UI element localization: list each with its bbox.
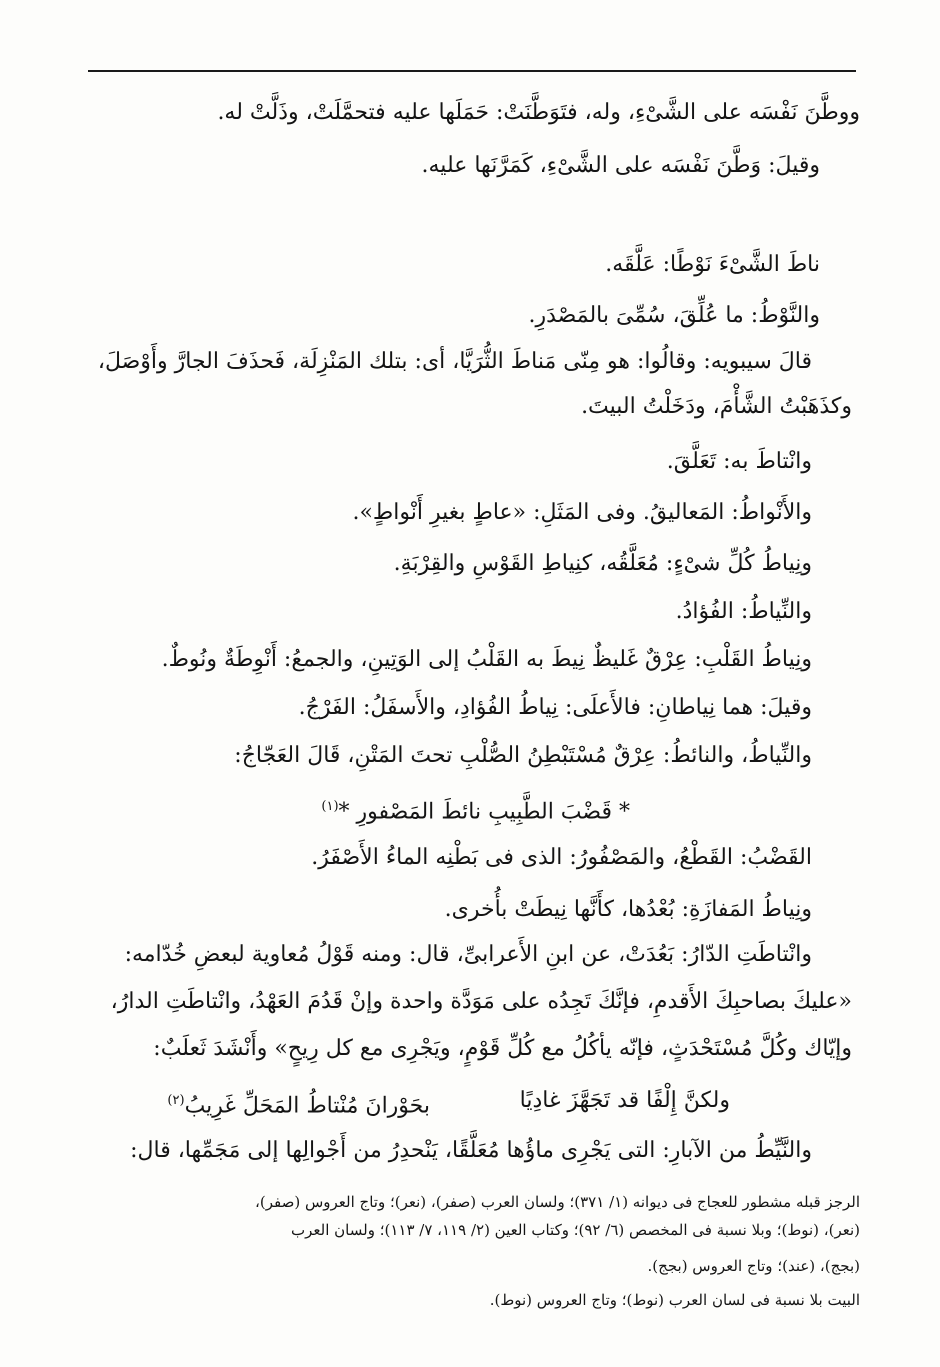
verse-text: بحَوْرانَ مُنْتاطُ المَحَلِّ غَرِيبُ xyxy=(184,1093,430,1119)
footnote-mark: (١) xyxy=(321,799,339,814)
text-line: وانْتاطَتِ الدّارُ: بَعُدَتْ، عن ابنِ الأَعرابىِّ، قال: ومنه قَوْلُ مُعاوية لبعضِ خُدّامه: xyxy=(124,942,812,967)
text-line: وانْتاطَ به: تَعَلَّقَ. xyxy=(666,449,812,474)
footnote-line: البيت بلا نسبة فى لسان العرب (نوط)؛ وتاج العروس (نوط). xyxy=(489,1291,860,1309)
text-line: والنَّيِّطُ من الآبارِ: التى يَجْرِى ماؤُها مُعَلَّقًا، يَنْحدِرُ من أَجْوالِها إلى مَجَمِّها، قال: xyxy=(130,1138,812,1163)
header-rule xyxy=(88,70,856,72)
text-line: وإيّاك وكُلَّ مُسْتَحْدَثٍ، فإنّه يأكُلُ مع كُلِّ قَوْمٍ، ويَجْرِى مع كل رِيحٍ» وأَنْشَدَ ثَعلَبٌ: xyxy=(153,1036,852,1061)
verse-hemistich-first: ولكنَّ إِلْفًا قد تَجَهَّزَ غادِيًا xyxy=(519,1088,730,1113)
text-line: وكذَهَبْتُ الشَّأْمَ، ودَخَلْتُ البيتَ. xyxy=(581,394,852,419)
footnote-line: (بجج)، (عند)؛ وتاج العروس (بجج). xyxy=(647,1257,860,1275)
footnote-line: (نعر)، (نوط)؛ وبلا نسبة فى المخصص (٦/ ٩٢)؛ وكتاب العين (٢/ ١١٩، ٧/ ١١٣)؛ ولسان العرب xyxy=(291,1221,860,1239)
text-line: والنِّياطُ: الفُؤادُ. xyxy=(675,599,812,624)
text-line: قالَ سيبويه: وقالُوا: هو مِنّى مَناطَ الثُّرَيَّا، أى: بتلك المَنْزِلَة، فَحذَفَ الجارَّ وأَوْصَلَ، xyxy=(97,349,812,374)
verse-hemistich-second xyxy=(167,1086,430,1121)
text-line: والنِّياطُ، والنائطُ: عِرْقٌ مُسْتَبْطِنُ الصُّلْبِ تحتَ المَتْنِ، قَالَ العَجّاجُ: xyxy=(234,743,812,768)
text-line: ونِياطُ المَفازَةِ: بُعْدُها، كأَنَّها نِيطَتْ بأُخرى. xyxy=(444,897,812,922)
text-line: وقيلَ: هما نِياطانِ: فالأَعلَى: نِياطُ الفُؤادِ، والأَسفَلُ: الفَرْجُ. xyxy=(298,695,812,720)
text-line: ووطَّنَ نَفْسَه على الشَّىْءِ، وله، فتَوَطَّنَتْ: حَمَلَها عليه فتحمَّلَتْ، وذَلَّتْ له. xyxy=(217,100,860,125)
verse-text: * قَضْبَ الطَّبِيبِ نائطَ المَصْفورِ * xyxy=(338,799,630,825)
text-line: ونِياطُ كُلِّ شىْءٍ: مُعَلَّقُه، كنِياطِ القَوْسِ والقِرْبَةِ. xyxy=(393,551,812,576)
verse-line xyxy=(321,792,630,827)
text-line: وقيلَ: وَطَّنَ نَفْسَه على الشَّىْءِ، كَمَرَّنَها عليه. xyxy=(421,153,820,178)
text-line: «عليكَ بصاحبِكَ الأَقدمِ، فإنَّكَ تَجِدُه على مَوَدَّة واحدة وإنْ قَدُمَ العَهْدُ، وانْتاطَتِ الدارُ، xyxy=(110,989,852,1014)
footnote-line: الرجز قبله مشطور للعجاج فى ديوانه (١/ ٣٧١)؛ ولسان العرب (صفر)، (نعر)؛ وتاج العروس (صفر)، xyxy=(255,1193,860,1211)
text-line: القَضْبُ: القَطْعُ، والمَصْفُورُ: الذى فى بَطْنِه الماءُ الأَصْفَرُ. xyxy=(311,845,812,870)
text-line: ونِياطُ القَلْبِ: عِرْقٌ غَليظٌ نِيطَ به القَلْبُ إلى الوَتِينِ، والجمعُ: أَنْوِطَةٌ ونُوطٌ. xyxy=(161,647,812,672)
text-line: والنَّوْطُ: ما عُلِّقَ، سُمِّىَ بالمَصْدَرِ. xyxy=(528,303,820,328)
text-line: والأَنْواطُ: المَعاليقُ. وفى المَثَلِ: «عاطٍ بغيرِ أَنْواطٍ». xyxy=(352,500,812,525)
text-line: ناطَ الشَّىْءَ نَوْطًا: عَلَّقَه. xyxy=(605,252,820,277)
footnote-mark: (٢) xyxy=(167,1093,185,1108)
